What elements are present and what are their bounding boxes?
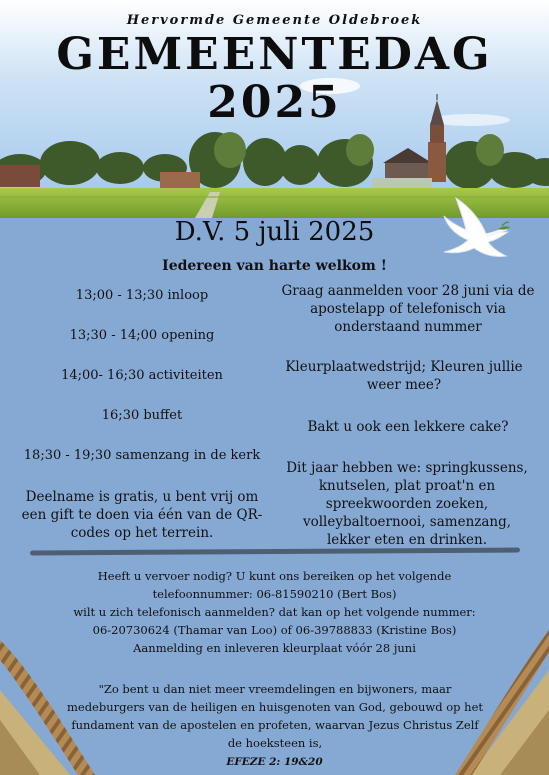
cake-question: Bakt u ook een lekkere cake? bbox=[307, 419, 509, 435]
contact-line: wilt u zich telefonisch aanmelden? dat kan op het volgende nummer: bbox=[73, 605, 476, 619]
activities-list: Dit jaar hebben we: springkussens, knutselen, plat proat'n en spreekwoorden zoeken, volleybaltoernooi, samenzang, lekker eten en drinken. bbox=[286, 460, 528, 548]
schedule-item: 14;00- 16;30 activiteiten bbox=[61, 368, 223, 383]
page-title: GEMEENTEDAG bbox=[56, 29, 493, 80]
welcome-text: Iedereen van harte welkom ! bbox=[162, 258, 387, 274]
quote-line: medeburgers van de heiligen en huisgenoten van God, gebouwd op het bbox=[66, 700, 484, 714]
dove-icon bbox=[438, 192, 512, 270]
contact-line: Aanmelding en inleveren kleurplaat vóór 28 juni bbox=[133, 641, 416, 655]
bible-quote bbox=[55, 680, 495, 752]
quote-line: "Zo bent u dan niet meer vreemdelingen en bijwoners, maar bbox=[98, 682, 452, 696]
organization-name: Hervormde Gemeente Oldebroek bbox=[126, 13, 423, 28]
schedule-item: 16;30 buffet bbox=[101, 408, 183, 423]
quote-line: fundament van de apostelen en profeten, waarvan Jezus Christus Zelf bbox=[71, 718, 479, 732]
donation-note: Deelname is gratis, u bent vrij om een gift te doen via één van de QR-codes op het terrein. bbox=[21, 489, 263, 541]
contact-line: 06-20730624 (Thamar van Loo) of 06-39788833 (Kristine Bos) bbox=[92, 623, 457, 637]
contact-line: Heeft u vervoer nodig? U kunt ons bereiken op het volgende bbox=[97, 569, 452, 583]
quote-line: de hoeksteen is, bbox=[227, 736, 323, 750]
event-year: 2025 bbox=[207, 77, 342, 128]
contact-line: telefoonnummer: 06-81590210 (Bert Bos) bbox=[152, 587, 397, 601]
divider bbox=[30, 548, 520, 556]
coloring-contest: Kleurplaatwedstrijd; Kleuren jullie weer mee? bbox=[285, 359, 523, 393]
signup-note: Graag aanmelden voor 28 juni via de apostelapp of telefonisch via onderstaand nummer bbox=[281, 283, 535, 335]
quote-reference: EFEZE 2: 19&20 bbox=[226, 756, 323, 768]
schedule-item: 13;00 - 13;30 inloop bbox=[75, 288, 209, 303]
event-date: D.V. 5 juli 2025 bbox=[174, 217, 375, 247]
schedule-item: 13;30 - 14;00 opening bbox=[69, 328, 215, 343]
schedule-item: 18;30 - 19;30 samenzang in de kerk bbox=[23, 448, 261, 463]
